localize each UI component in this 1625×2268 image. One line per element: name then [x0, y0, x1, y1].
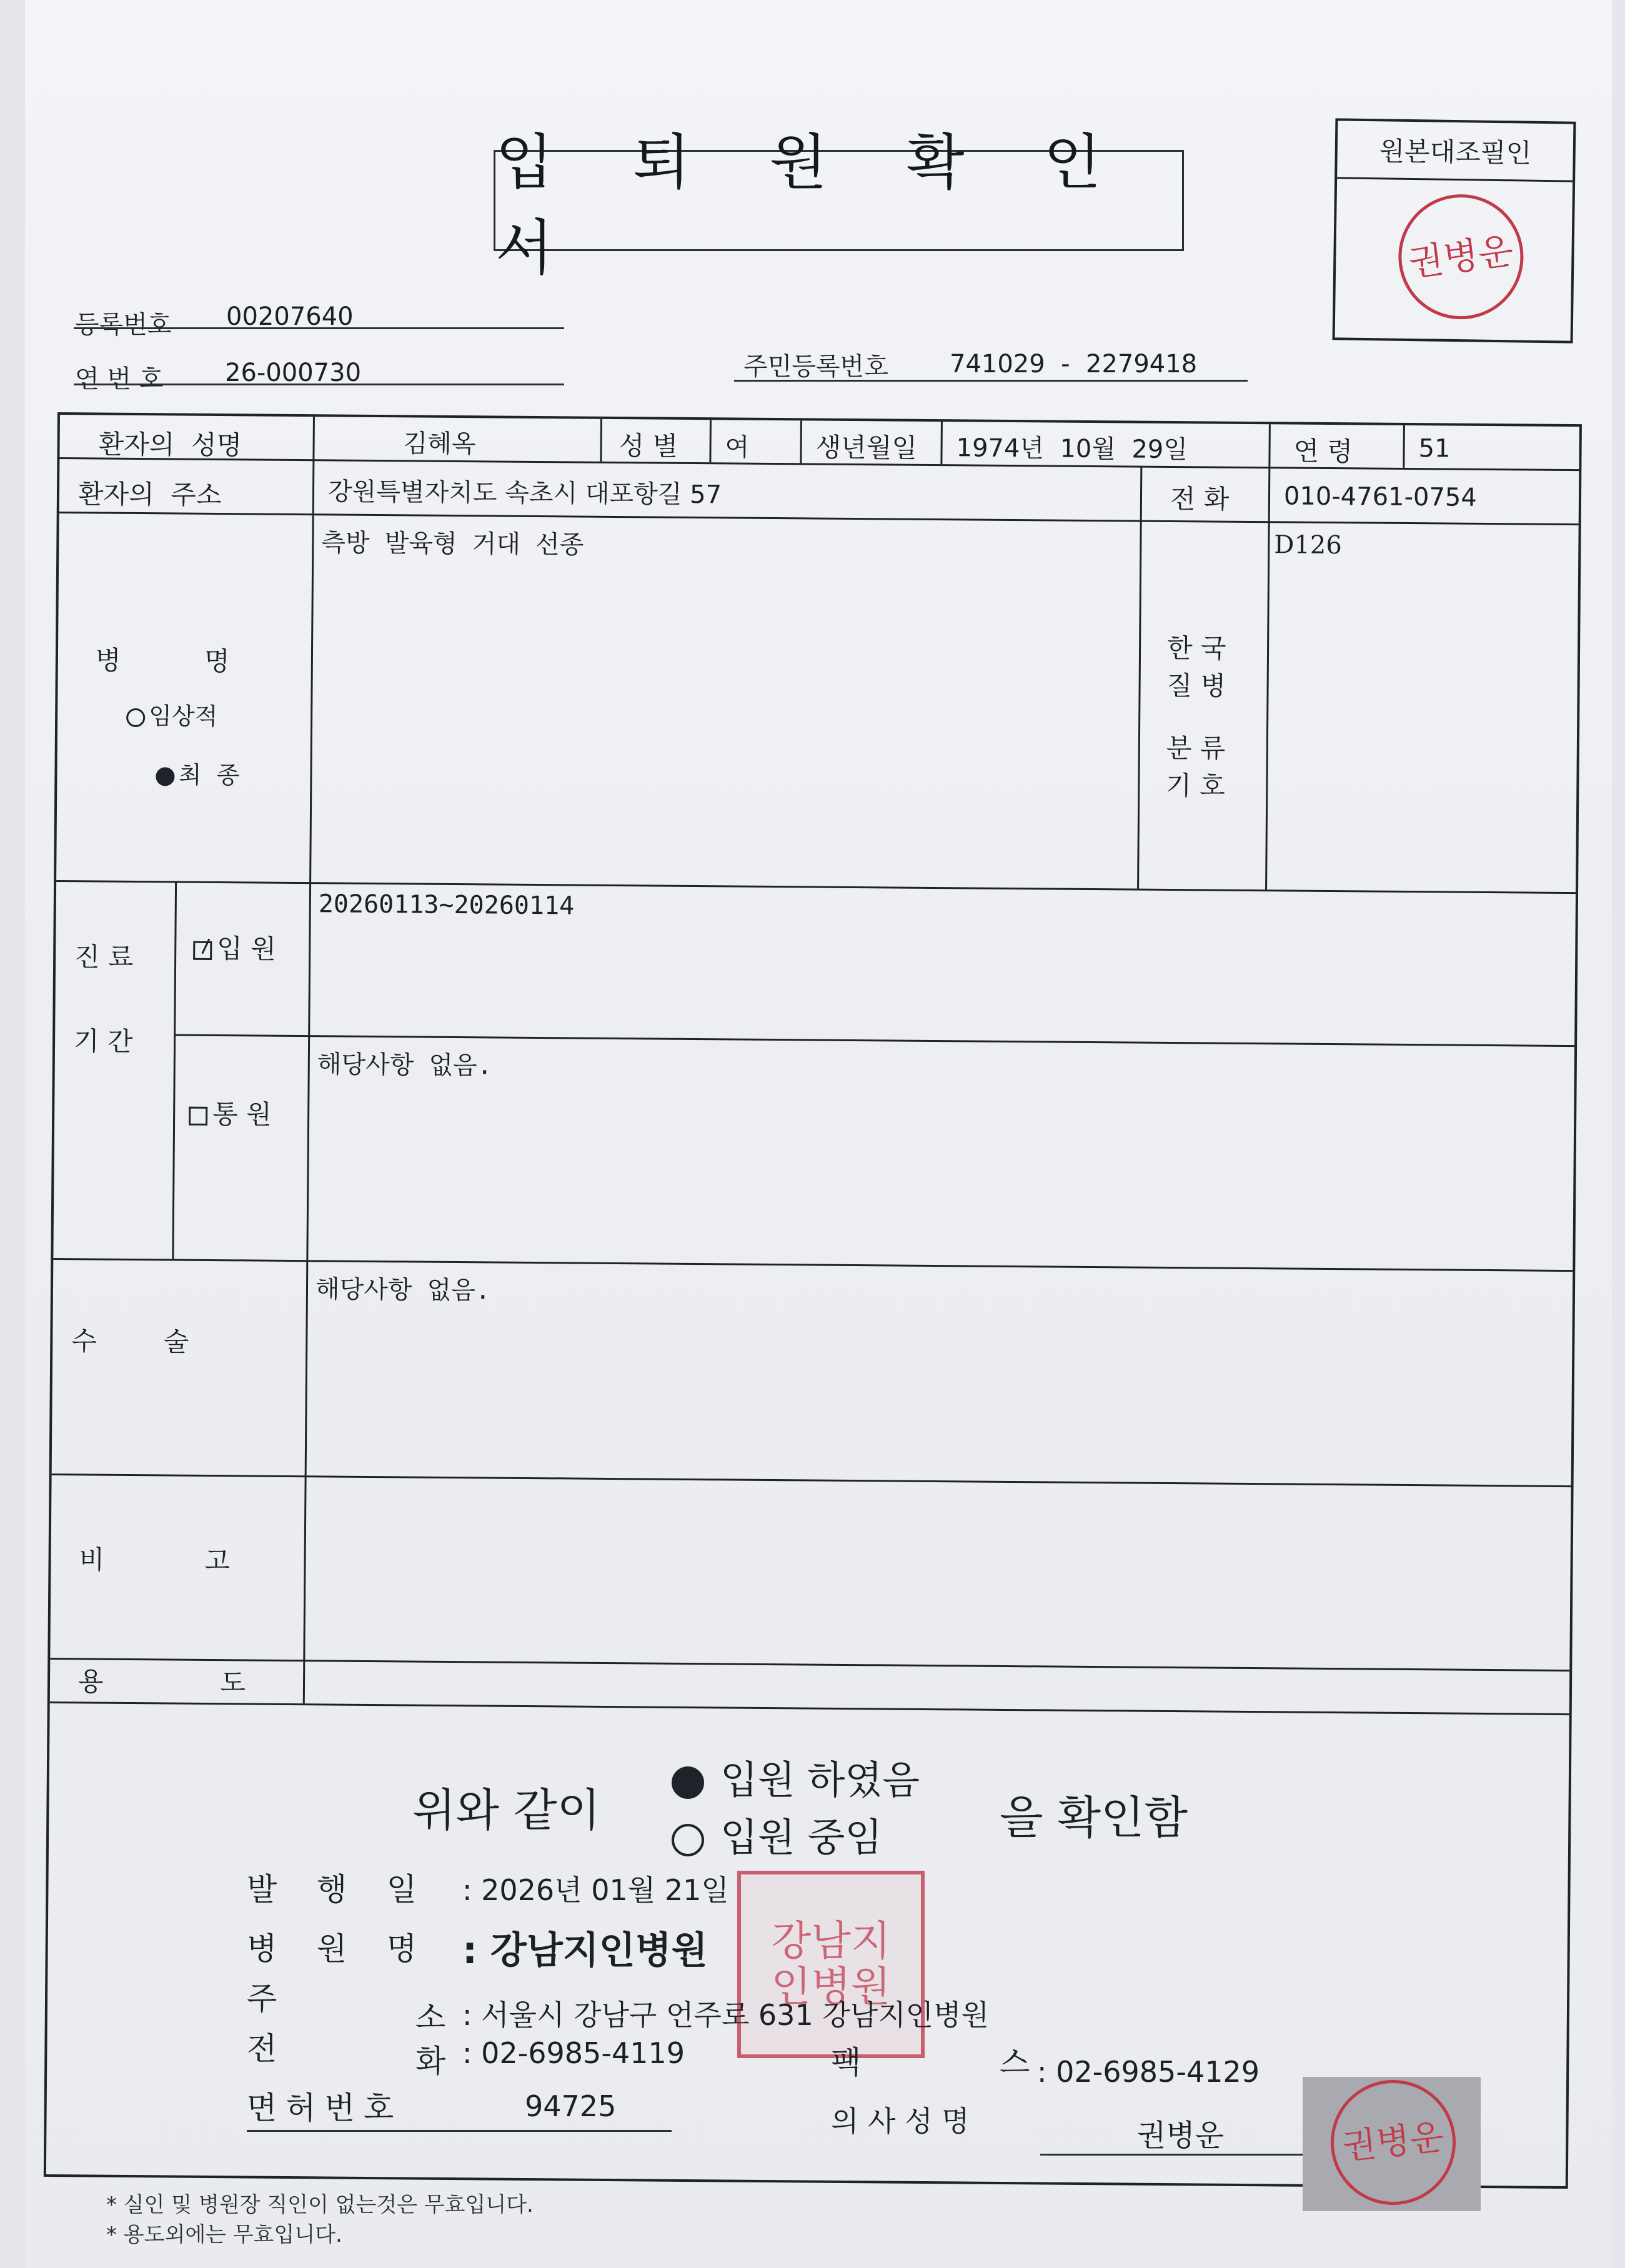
remarks-label: 비 고: [79, 1544, 231, 1577]
row-divider: [52, 1473, 1571, 1487]
footnote-2: * 용도외에는 무효입니다.: [106, 2222, 342, 2247]
issue-date-text: 2026년 01월 21일: [481, 1873, 729, 1907]
fax-label: 팩: [831, 2044, 862, 2081]
diagnosis-option-clinical-label: 임상적: [149, 702, 218, 731]
registration-no-underline: [74, 327, 564, 329]
surgery-value: 해당사항 없음.: [315, 1275, 491, 1305]
address-value: 강원특별자치도 속초시 대포항길 57: [327, 477, 722, 510]
doctor-name-value: 권병운: [1137, 2118, 1225, 2153]
inpatient-checkbox[interactable]: [193, 928, 276, 966]
license-value: 94725: [525, 2089, 617, 2123]
registration-no-value: 00207640: [226, 302, 354, 331]
confirmation-option-inpatient: [672, 1806, 882, 1862]
kcd-label-line: 질 병: [1166, 670, 1226, 701]
radio-selected-icon: [672, 1766, 704, 1799]
col-divider: [940, 422, 943, 464]
confirmation-option-inpatient-label: 입원 중임: [720, 1815, 883, 1860]
surgery-label: 수 술: [71, 1325, 189, 1357]
col-divider: [1403, 425, 1405, 468]
kcd-label-line: 분 류: [1166, 732, 1226, 764]
dob-value: 1974년 10월 29일: [956, 433, 1188, 465]
fax-label-2: 스: [1000, 2044, 1030, 2081]
license-underline: [247, 2130, 672, 2132]
phone-label-2: 화: [415, 2043, 446, 2079]
doctor-underline: [1040, 2154, 1303, 2156]
col-divider: [600, 419, 602, 462]
radio-unselected-icon: [126, 708, 145, 726]
serial-no-underline: [74, 384, 564, 385]
radio-unselected-icon: [672, 1824, 704, 1856]
address-label-1: 주: [247, 1981, 277, 2017]
hospital-phone-text: 02-6985-4119: [481, 2036, 685, 2070]
document-title: 입 퇴 원 확 인 서: [494, 150, 1184, 251]
hospital-fax-value: : 02-6985-4129: [1037, 2055, 1260, 2089]
issue-date-value: : 2026년 01월 21일: [462, 1873, 729, 1907]
footnote-1: * 실인 및 병원장 직인이 없는것은 무효입니다.: [106, 2192, 534, 2217]
kcd-label-line: 기 호: [1166, 770, 1226, 801]
phone-value: 010-4761-0754: [1283, 482, 1477, 512]
row-divider: [50, 1701, 1569, 1715]
col-divider: [800, 420, 802, 463]
treatment-label-2: 기 간: [73, 1026, 133, 1057]
original-seal-box: [1333, 118, 1576, 343]
inpatient-label: 입 원: [217, 933, 276, 964]
confirmation-option-admitted: [672, 1749, 920, 1805]
age-label: 연 령: [1293, 435, 1353, 467]
checkbox-unchecked-icon: [189, 1106, 207, 1125]
hospital-name-label: 병 원 명: [247, 1931, 417, 1967]
dob-label: 생년월일: [815, 432, 918, 463]
row-divider: [59, 512, 1579, 525]
verification-seal: [1391, 187, 1531, 326]
row-divider: [56, 880, 1576, 894]
outpatient-label: 통 원: [212, 1098, 272, 1130]
col-divider: [1265, 424, 1271, 889]
diagnosis-label: 병 명: [95, 645, 230, 677]
patient-name-label: 환자의 성명: [98, 428, 242, 461]
phone-label: 전 화: [1170, 483, 1230, 515]
hospital-phone-value: : 02-6985-4119: [462, 2036, 685, 2070]
treatment-label-1: 진 료: [74, 941, 134, 973]
confirmation-option-admitted-label: 입원 하였음: [720, 1757, 920, 1803]
serial-no-label: 연 번 호: [75, 365, 164, 394]
col-divider: [172, 881, 177, 1259]
resident-no-value: 741029 - 2279418: [950, 350, 1198, 379]
patient-name-value: 김혜옥: [403, 429, 476, 459]
outpatient-value: 해당사항 없음.: [317, 1050, 492, 1081]
issue-date-label: 발 행 일: [247, 1871, 417, 1908]
phone-label-1: 전: [247, 2031, 277, 2067]
col-divider: [303, 417, 315, 1703]
diagnosis-option-clinical: [126, 696, 218, 731]
seal-box-caption: 원본대조필인: [1337, 121, 1573, 182]
kcd-label-bottom: [1166, 730, 1226, 805]
confirmation-prefix: 위와 같이: [412, 1784, 601, 1836]
doctor-label: 의 사 성 명: [831, 2104, 970, 2138]
col-divider: [709, 420, 712, 462]
resident-no-underline: [734, 380, 1248, 382]
inpatient-period-value: 20260113~20260114: [318, 889, 575, 921]
age-value: 51: [1418, 434, 1451, 463]
sex-value: 여: [725, 433, 750, 462]
resident-no-label: 주민등록번호: [743, 352, 888, 381]
address-label-2: 소: [415, 1999, 446, 2036]
confirmation-suffix: 을 확인함: [1000, 1791, 1188, 1844]
kcd-code-value: D126: [1274, 530, 1342, 560]
hospital-fax-text: 02-6985-4129: [1056, 2055, 1260, 2089]
address-label: 환자의 주소: [77, 478, 222, 511]
hospital-name-text: 강남지인병원: [490, 1929, 708, 1973]
radio-selected-icon: [156, 767, 175, 786]
kcd-label-line: 한 국: [1166, 632, 1226, 664]
diagnosis-option-final: [126, 728, 240, 818]
row-divider: [53, 1258, 1573, 1272]
hospital-address-value: : 서울시 강남구 언주로 631 강남지인병원: [462, 1998, 989, 2032]
diagnosis-option-final-label: 최 종: [178, 761, 240, 790]
sex-label: 성 별: [619, 430, 678, 462]
serial-no-value: 26-000730: [225, 359, 362, 387]
checkbox-checked-icon: [193, 941, 212, 959]
hospital-address-text: 서울시 강남구 언주로 631 강남지인병원: [481, 1998, 989, 2032]
purpose-label: 용 도: [77, 1666, 246, 1698]
diagnosis-value: 측방 발육형 거대 선종: [321, 528, 584, 560]
kcd-label-top: [1166, 630, 1226, 705]
hospital-name-value: : 강남지인병원: [462, 1929, 708, 1973]
row-divider: [50, 1658, 1569, 1671]
col-divider: [1137, 466, 1142, 889]
doctor-seal-text: 권병운: [1340, 2116, 1446, 2167]
outpatient-checkbox[interactable]: [189, 1094, 272, 1132]
hospital-seal-text: 강남지인병원: [771, 1917, 891, 2011]
license-label: 면허번호: [247, 2090, 403, 2126]
registration-no-label: 등록번호: [75, 310, 172, 339]
verification-seal-text: 권병운: [1406, 229, 1516, 284]
